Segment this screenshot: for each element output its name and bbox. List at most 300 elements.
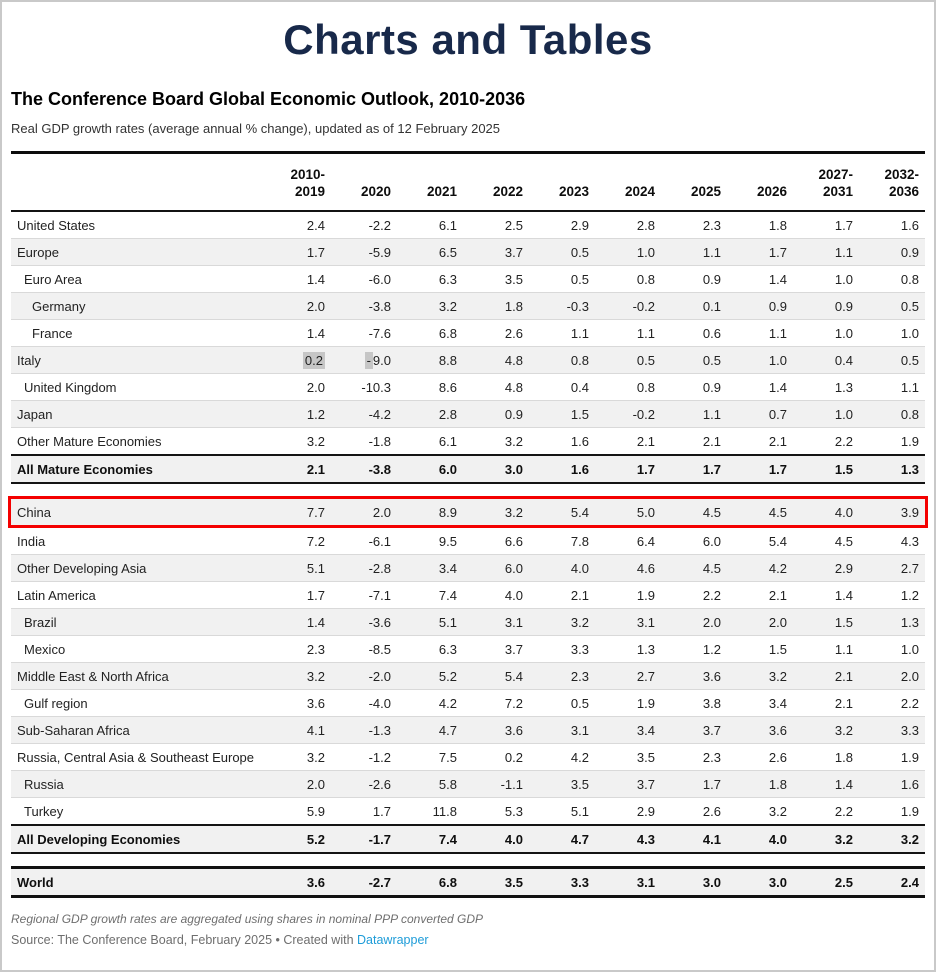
table-row — [11, 400, 925, 427]
value-cell: 2.3 — [702, 750, 721, 765]
value-cell: 3.4 — [768, 696, 787, 711]
value-cell: 1.2 — [702, 642, 721, 657]
value-cell: 2.1 — [834, 669, 853, 684]
value-cell: 6.1 — [438, 434, 457, 449]
value-cell: 4.8 — [504, 380, 523, 395]
value-cell: 0.9 — [900, 245, 919, 260]
value-cell: 2.1 — [768, 434, 787, 449]
value-cell: 5.4 — [570, 505, 589, 520]
value-cell: 3.8 — [702, 696, 721, 711]
column-header: 2023 — [558, 184, 589, 199]
value-cell: -0.2 — [632, 299, 655, 314]
row-label: World — [17, 875, 54, 890]
value-cell: 3.2 — [504, 434, 523, 449]
value-cell: 1.0 — [834, 407, 853, 422]
value-cell: 2.6 — [504, 326, 523, 341]
value-cell: 1.0 — [834, 326, 853, 341]
value-cell: 3.2 — [570, 615, 589, 630]
value-cell: 4.0 — [768, 832, 787, 847]
value-cell: 2.9 — [834, 561, 853, 576]
table-row — [11, 866, 925, 898]
table-row — [11, 454, 925, 484]
value-cell: 5.0 — [636, 505, 655, 520]
value-cell: 2.1 — [636, 434, 655, 449]
row-label: Middle East & North Africa — [17, 669, 169, 684]
value-cell: 1.4 — [768, 380, 787, 395]
value-cell: 3.1 — [570, 723, 589, 738]
value-cell: 3.5 — [570, 777, 589, 792]
row-label: France — [32, 326, 73, 341]
value-cell: 2.8 — [636, 218, 655, 233]
value-cell: 3.6 — [504, 723, 523, 738]
value-cell: 1.4 — [306, 272, 325, 287]
table-row — [11, 554, 925, 581]
value-cell: 0.4 — [570, 380, 589, 395]
value-cell: 0.9 — [834, 299, 853, 314]
value-cell: 0.8 — [900, 272, 919, 287]
value-cell: 3.3 — [900, 723, 919, 738]
value-cell: 4.7 — [438, 723, 457, 738]
value-cell: 1.6 — [900, 218, 919, 233]
value-cell: 1.0 — [900, 642, 919, 657]
value-cell: 1.0 — [900, 326, 919, 341]
value-cell: 1.9 — [900, 750, 919, 765]
table-row — [11, 212, 925, 238]
row-label: Sub-Saharan Africa — [17, 723, 130, 738]
value-cell: 1.5 — [834, 462, 853, 477]
value-cell: 5.2 — [306, 832, 325, 847]
value-cell: 3.7 — [504, 642, 523, 657]
value-cell: -5.9 — [368, 245, 391, 260]
row-label: Other Mature Economies — [17, 434, 162, 449]
column-header: 2027-2031 — [818, 167, 853, 199]
value-cell: 4.7 — [570, 832, 589, 847]
value-cell: 1.4 — [306, 615, 325, 630]
value-cell: 4.5 — [834, 534, 853, 549]
value-cell: 2.1 — [834, 696, 853, 711]
value-cell: 3.0 — [768, 875, 787, 890]
value-cell: 3.6 — [306, 875, 325, 890]
value-cell: 2.1 — [768, 588, 787, 603]
value-cell: 3.7 — [636, 777, 655, 792]
value-cell: 2.3 — [306, 642, 325, 657]
table-row — [11, 743, 925, 770]
value-cell: 3.2 — [768, 804, 787, 819]
value-cell: 5.1 — [438, 615, 457, 630]
value-cell: 1.1 — [900, 380, 919, 395]
value-cell: -1.2 — [368, 750, 391, 765]
table-row — [11, 689, 925, 716]
value-cell: 4.0 — [504, 832, 523, 847]
value-cell: 4.5 — [768, 505, 787, 520]
value-cell: 1.1 — [570, 326, 589, 341]
value-cell: 2.6 — [768, 750, 787, 765]
source-text: Source: The Conference Board, February 2025 • Created with — [11, 933, 358, 947]
value-cell: 3.0 — [702, 875, 721, 890]
selected-text: - — [366, 353, 371, 368]
value-cell: 1.1 — [834, 245, 853, 260]
value-cell: 0.2 — [504, 750, 523, 765]
table-body — [11, 212, 925, 898]
value-cell: -0.2 — [632, 407, 655, 422]
value-cell: - 9.0 — [366, 353, 391, 368]
value-cell: 0.5 — [636, 353, 655, 368]
value-cell: 0.5 — [570, 272, 589, 287]
value-cell: -1.8 — [368, 434, 391, 449]
value-cell: 3.2 — [768, 669, 787, 684]
value-cell: 1.9 — [636, 696, 655, 711]
row-label: All Mature Economies — [17, 462, 153, 477]
value-cell — [265, 353, 331, 368]
value-cell: 2.8 — [438, 407, 457, 422]
value-cell: 1.5 — [570, 407, 589, 422]
value-cell: -8.5 — [368, 642, 391, 657]
value-cell: 7.4 — [438, 832, 457, 847]
value-cell: 2.7 — [636, 669, 655, 684]
value-cell: 1.9 — [900, 434, 919, 449]
column-header: 2010-2019 — [290, 167, 325, 199]
table-row — [11, 373, 925, 400]
row-label: China — [17, 505, 51, 520]
value-cell: 1.1 — [636, 326, 655, 341]
value-cell: 4.3 — [900, 534, 919, 549]
value-cell: 1.9 — [636, 588, 655, 603]
row-label: Russia, Central Asia & Southeast Europe — [17, 750, 255, 765]
section-gap — [11, 854, 925, 866]
value-cell: 4.6 — [636, 561, 655, 576]
value-cell: 2.3 — [570, 669, 589, 684]
value-cell: 1.3 — [636, 642, 655, 657]
column-header: 2026 — [756, 184, 787, 199]
value-cell: 1.5 — [834, 615, 853, 630]
value-cell: 5.9 — [306, 804, 325, 819]
value-cell: 7.2 — [306, 534, 325, 549]
value-cell: 5.4 — [768, 534, 787, 549]
value-cell: 1.4 — [834, 588, 853, 603]
value-cell: 1.4 — [834, 777, 853, 792]
value-cell: -4.0 — [368, 696, 391, 711]
value-cell: 2.1 — [570, 588, 589, 603]
value-cell: 0.9 — [702, 272, 721, 287]
value-cell: 2.6 — [702, 804, 721, 819]
value-cell: 1.8 — [504, 299, 523, 314]
row-label: Germany — [32, 299, 86, 314]
value-cell: 11.8 — [432, 804, 457, 819]
value-cell: 1.2 — [306, 407, 325, 422]
value-cell: 5.3 — [504, 804, 523, 819]
row-label: Gulf region — [24, 696, 88, 711]
value-cell: -3.8 — [368, 462, 391, 477]
value-cell: 7.7 — [306, 505, 325, 520]
column-header: 2024 — [624, 184, 655, 199]
value-cell: 0.1 — [702, 299, 721, 314]
value-cell: 3.2 — [504, 505, 523, 520]
value-cell: 2.5 — [504, 218, 523, 233]
value-cell: 0.8 — [636, 380, 655, 395]
table-row — [11, 319, 925, 346]
value-cell: 5.2 — [438, 669, 457, 684]
page-title: Charts and Tables — [283, 16, 653, 63]
source-line — [11, 933, 925, 948]
table-row — [11, 427, 925, 454]
table-row — [11, 797, 925, 824]
value-cell: 6.1 — [438, 218, 457, 233]
row-label: India — [17, 534, 46, 549]
value-cell: 5.4 — [504, 669, 523, 684]
value-cell: 3.6 — [306, 696, 325, 711]
value-cell: 5.1 — [570, 804, 589, 819]
value-cell: 8.8 — [438, 353, 457, 368]
value-cell: 0.9 — [504, 407, 523, 422]
value-cell: 6.0 — [438, 462, 457, 477]
value-cell: -10.3 — [361, 380, 391, 395]
value-cell: 1.8 — [768, 218, 787, 233]
column-header: 2021 — [426, 184, 457, 199]
value-cell: 3.7 — [702, 723, 721, 738]
value-cell: 3.5 — [504, 875, 523, 890]
value-cell: -3.8 — [368, 299, 391, 314]
table-row — [11, 292, 925, 319]
table-row — [11, 346, 925, 373]
value-cell: 2.9 — [636, 804, 655, 819]
value-cell: 2.4 — [900, 875, 919, 890]
value-cell: 0.5 — [702, 353, 721, 368]
value-cell: -1.1 — [500, 777, 523, 792]
value-cell: -3.6 — [368, 615, 391, 630]
column-header: 2025 — [690, 184, 721, 199]
value-cell: 1.3 — [900, 462, 919, 477]
value-cell: -4.2 — [368, 407, 391, 422]
value-cell: 2.1 — [306, 462, 325, 477]
value-cell: 1.0 — [768, 353, 787, 368]
value-cell: 7.4 — [438, 588, 457, 603]
column-header: 2022 — [492, 184, 523, 199]
value-cell: -0.3 — [566, 299, 589, 314]
value-cell: 2.7 — [900, 561, 919, 576]
value-cell: 0.7 — [768, 407, 787, 422]
table-row — [11, 716, 925, 743]
table-row — [11, 635, 925, 662]
value-cell: 8.9 — [438, 505, 457, 520]
value-cell: 1.7 — [636, 462, 655, 477]
value-cell: 2.9 — [570, 218, 589, 233]
table-row — [11, 265, 925, 292]
value-cell: -2.8 — [368, 561, 391, 576]
row-label: Euro Area — [24, 272, 82, 287]
value-cell: 3.2 — [900, 832, 919, 847]
value-cell: 1.0 — [834, 272, 853, 287]
value-cell: 6.3 — [438, 272, 457, 287]
value-cell: -7.1 — [368, 588, 391, 603]
value-cell: 2.4 — [306, 218, 325, 233]
table-row — [11, 824, 925, 854]
row-label: Mexico — [24, 642, 66, 657]
value-cell: 3.5 — [636, 750, 655, 765]
column-header: 2032-2036 — [884, 167, 919, 199]
value-cell: 0.9 — [702, 380, 721, 395]
value-cell: 0.4 — [834, 353, 853, 368]
row-label: Brazil — [24, 615, 57, 630]
value-cell: 2.2 — [702, 588, 721, 603]
value-cell: 4.5 — [702, 561, 721, 576]
value-cell: 9.5 — [438, 534, 457, 549]
table-row — [11, 238, 925, 265]
table-notes: Regional GDP growth rates are aggregated using shares in nominal PPP converted GDP — [11, 912, 484, 926]
value-cell: -1.3 — [368, 723, 391, 738]
value-cell: 1.7 — [702, 462, 721, 477]
value-cell: 7.5 — [438, 750, 457, 765]
datawrapper-link[interactable]: Datawrapper — [357, 933, 429, 947]
row-label: Latin America — [17, 588, 96, 603]
value-cell: 6.0 — [702, 534, 721, 549]
value-cell: 3.5 — [504, 272, 523, 287]
value-cell: 4.2 — [438, 696, 457, 711]
value-cell: 4.2 — [570, 750, 589, 765]
value-cell: 6.5 — [438, 245, 457, 260]
chart-title: The Conference Board Global Economic Outlook, 2010-2036 — [11, 89, 526, 109]
table-header-row — [11, 151, 925, 212]
value-cell: -7.6 — [368, 326, 391, 341]
value-cell: 3.0 — [504, 462, 523, 477]
value-cell: 3.2 — [834, 832, 853, 847]
value-cell: 3.2 — [306, 750, 325, 765]
value-cell: 4.0 — [834, 505, 853, 520]
value-cell: 1.1 — [702, 407, 721, 422]
section-gap — [11, 484, 925, 496]
row-label: Russia — [24, 777, 64, 792]
table-row — [11, 770, 925, 797]
selected-text: 0.2 — [304, 353, 323, 368]
value-cell: 1.2 — [900, 588, 919, 603]
value-cell: 0.6 — [702, 326, 721, 341]
value-cell: 6.4 — [636, 534, 655, 549]
row-label: Europe — [17, 245, 59, 260]
value-cell: 0.8 — [636, 272, 655, 287]
table-row — [11, 662, 925, 689]
value-cell: 6.8 — [438, 326, 457, 341]
row-label: Turkey — [24, 804, 64, 819]
value-cell: 1.4 — [306, 326, 325, 341]
value-cell: 2.0 — [306, 299, 325, 314]
value-cell: -2.0 — [368, 669, 391, 684]
value-cell: 2.3 — [702, 218, 721, 233]
value-cell: 1.7 — [306, 588, 325, 603]
value-cell: 2.0 — [306, 380, 325, 395]
value-cell: 8.6 — [438, 380, 457, 395]
value-cell: 3.1 — [636, 615, 655, 630]
value-cell: 2.2 — [900, 696, 919, 711]
value-cell: 3.2 — [834, 723, 853, 738]
value-cell: 1.0 — [636, 245, 655, 260]
value-cell: 0.5 — [570, 245, 589, 260]
value-cell: 1.6 — [570, 462, 589, 477]
gdp-table — [11, 151, 925, 898]
value-cell: 4.3 — [636, 832, 655, 847]
value-cell: 1.8 — [768, 777, 787, 792]
value-cell: 1.1 — [702, 245, 721, 260]
value-cell: -2.6 — [368, 777, 391, 792]
value-cell: -6.1 — [368, 534, 391, 549]
value-cell: 0.8 — [900, 407, 919, 422]
value-cell: 1.7 — [768, 462, 787, 477]
table-row — [8, 496, 928, 528]
table-row — [11, 581, 925, 608]
value-cell: 1.1 — [834, 642, 853, 657]
value-cell: 3.7 — [504, 245, 523, 260]
value-cell: 1.3 — [900, 615, 919, 630]
value-cell: 3.6 — [768, 723, 787, 738]
value-cell: 1.7 — [768, 245, 787, 260]
table-row — [11, 608, 925, 635]
value-cell: 4.0 — [504, 588, 523, 603]
value-cell: 6.3 — [438, 642, 457, 657]
value-cell: 1.1 — [768, 326, 787, 341]
row-label: United States — [17, 218, 96, 233]
value-cell: 1.6 — [900, 777, 919, 792]
value-cell: 0.9 — [768, 299, 787, 314]
value-cell: 3.2 — [306, 434, 325, 449]
value-cell: 3.9 — [900, 505, 919, 520]
value-cell: 1.5 — [768, 642, 787, 657]
value-cell: 3.1 — [636, 875, 655, 890]
value-cell: 3.2 — [306, 669, 325, 684]
value-cell: 2.2 — [834, 804, 853, 819]
value-cell: 3.4 — [636, 723, 655, 738]
row-label: Other Developing Asia — [17, 561, 147, 576]
value-cell: 3.3 — [570, 875, 589, 890]
value-cell: 2.0 — [702, 615, 721, 630]
value-cell: 2.2 — [834, 434, 853, 449]
value-cell: 1.6 — [570, 434, 589, 449]
value-cell: 0.5 — [900, 353, 919, 368]
value-cell: 6.0 — [504, 561, 523, 576]
value-cell: 0.5 — [900, 299, 919, 314]
value-cell: -2.7 — [368, 875, 391, 890]
value-cell: 1.3 — [834, 380, 853, 395]
value-cell: -1.7 — [368, 832, 391, 847]
table-row — [11, 528, 925, 554]
value-cell: 2.0 — [372, 505, 391, 520]
value-cell: 6.8 — [438, 875, 457, 890]
value-cell: 1.9 — [900, 804, 919, 819]
value-cell: 6.6 — [504, 534, 523, 549]
value-cell: 1.7 — [306, 245, 325, 260]
value-cell: 1.7 — [702, 777, 721, 792]
value-cell: 0.5 — [570, 696, 589, 711]
value-cell: 0.8 — [570, 353, 589, 368]
value-cell: 4.8 — [504, 353, 523, 368]
value-cell: -2.2 — [368, 218, 391, 233]
value-cell: 3.2 — [438, 299, 457, 314]
value-cell: 3.4 — [438, 561, 457, 576]
row-label: Italy — [17, 353, 41, 368]
value-cell: 7.8 — [570, 534, 589, 549]
value-cell: 2.0 — [900, 669, 919, 684]
value-cell: 2.1 — [702, 434, 721, 449]
value-cell: 3.1 — [504, 615, 523, 630]
row-label: United Kingdom — [24, 380, 117, 395]
value-cell: 1.7 — [372, 804, 391, 819]
value-cell: 2.0 — [306, 777, 325, 792]
value-cell: 5.1 — [306, 561, 325, 576]
value-cell: 1.8 — [834, 750, 853, 765]
value-cell: 3.3 — [570, 642, 589, 657]
value-cell: -6.0 — [368, 272, 391, 287]
chart-description: Real GDP growth rates (average annual % change), updated as of 12 February 2025 — [11, 121, 501, 136]
value-cell: 4.1 — [702, 832, 721, 847]
column-header: 2020 — [360, 184, 391, 199]
value-cell: 4.0 — [570, 561, 589, 576]
